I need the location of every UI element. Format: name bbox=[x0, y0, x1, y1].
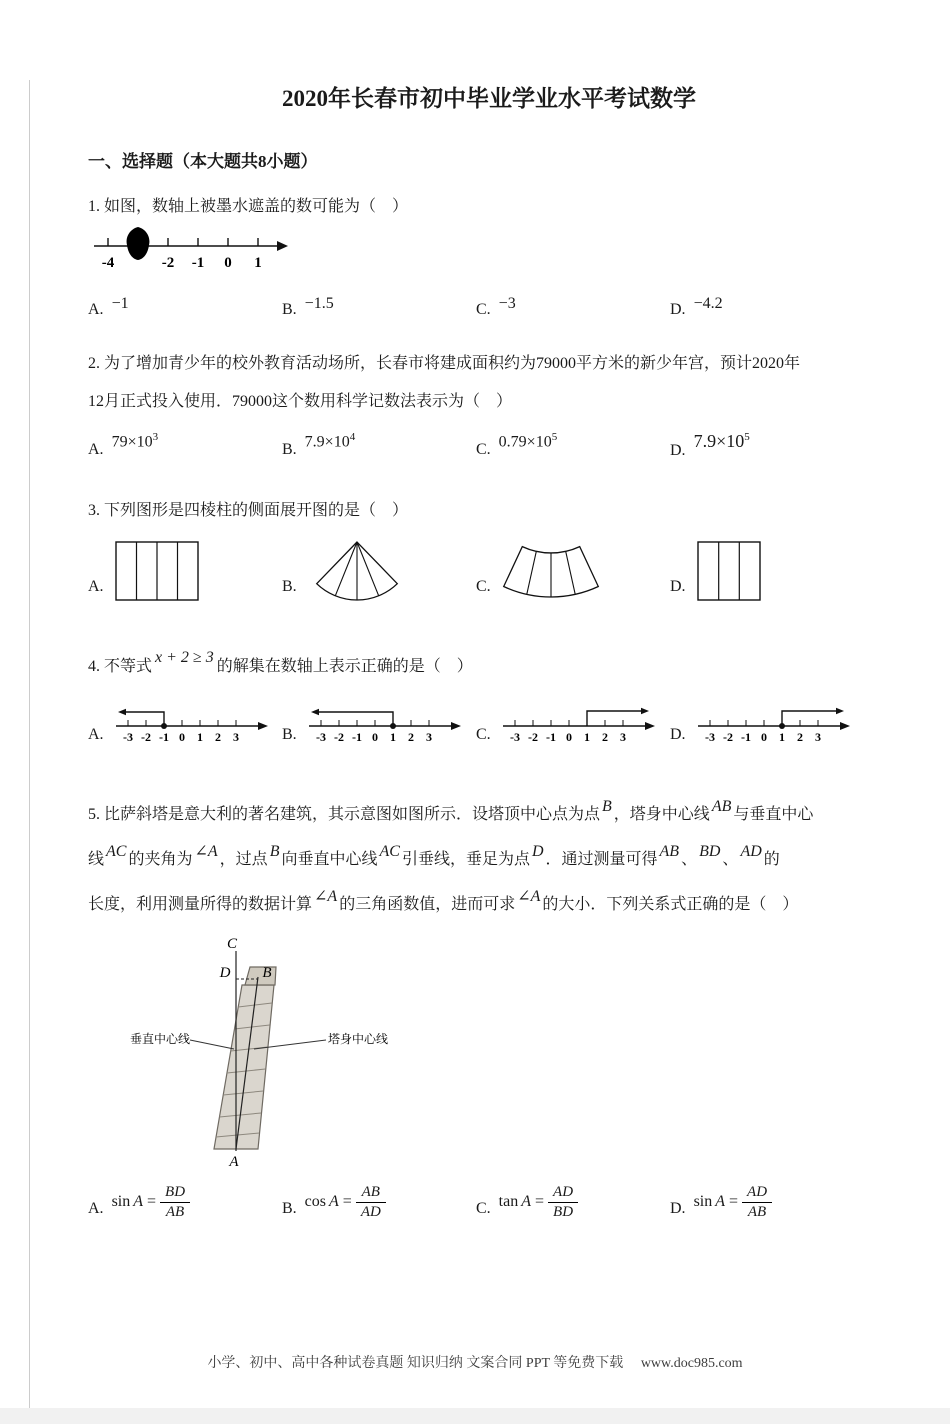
q5-option-d bbox=[670, 1184, 864, 1227]
sci-base: 0.79×10 bbox=[498, 433, 552, 451]
q1-option-c bbox=[476, 295, 670, 319]
sci-exponent: 5 bbox=[551, 431, 558, 443]
fraction-denominator: AD bbox=[360, 1204, 381, 1220]
q1-options-row bbox=[88, 295, 890, 319]
q2-option-c bbox=[476, 431, 670, 460]
sci-exponent: 3 bbox=[152, 431, 159, 443]
fraction-numerator: AB bbox=[356, 1184, 386, 1203]
option-value bbox=[694, 431, 750, 452]
section-heading: 一、选择题（本大题共8小题） bbox=[88, 152, 318, 171]
text-run: 、 bbox=[722, 851, 739, 868]
fraction-numerator: AD bbox=[742, 1184, 772, 1203]
q2-stem-line2: 12月正式投入使用．79000这个数用科学记数法表示为（ ） bbox=[88, 393, 513, 410]
page-bottom-edge bbox=[0, 1408, 950, 1424]
q2-option-a bbox=[88, 431, 282, 460]
trig-angle: A bbox=[521, 1193, 531, 1211]
option-value: −4.2 bbox=[693, 295, 723, 312]
fraction-denominator: AB bbox=[747, 1204, 767, 1220]
footer-url-link[interactable]: www.doc985.com bbox=[640, 1356, 743, 1371]
math-run: AD bbox=[740, 843, 762, 860]
option-label: D. bbox=[670, 726, 686, 743]
svg-text:-1: -1 bbox=[158, 730, 169, 744]
svg-text:2: 2 bbox=[214, 730, 221, 744]
sci-base: 7.9×10 bbox=[304, 433, 350, 451]
point-label-d: D bbox=[219, 965, 231, 981]
math-run: AB bbox=[659, 843, 680, 860]
q3-option-c bbox=[476, 536, 670, 604]
q2-option-b bbox=[282, 431, 476, 460]
fraction-denominator: BD bbox=[553, 1204, 574, 1220]
text-run: 长度，利用测量所得的数据计算 bbox=[88, 896, 313, 913]
q3-option-a bbox=[88, 536, 282, 604]
option-label: D. bbox=[670, 301, 686, 318]
option-label: C. bbox=[476, 726, 491, 743]
math-run: B bbox=[269, 843, 280, 860]
text-run: 与垂直中心 bbox=[733, 806, 814, 823]
tower-body bbox=[214, 985, 274, 1149]
point-label-a: A bbox=[229, 1154, 239, 1169]
curved-band-4-panels-shape bbox=[501, 540, 601, 604]
svg-text:-1: -1 bbox=[740, 730, 751, 744]
page-title: 2020年长春市初中毕业学业水平考试数学 bbox=[282, 86, 696, 111]
fraction-numerator: AD bbox=[548, 1184, 578, 1203]
fraction-numerator: BD bbox=[160, 1184, 190, 1203]
svg-text:3: 3 bbox=[619, 730, 626, 744]
option-value bbox=[694, 1184, 772, 1221]
text-run: 、 bbox=[681, 851, 698, 868]
sci-exponent: 4 bbox=[349, 431, 356, 443]
q4-stem-suffix: 的解集在数轴上表示正确的是（ ） bbox=[216, 658, 473, 675]
q1-option-a bbox=[88, 295, 282, 319]
svg-text:-3: -3 bbox=[509, 730, 520, 744]
fraction-denominator: AB bbox=[165, 1204, 185, 1220]
text-run: ，过点 bbox=[219, 851, 268, 868]
q5-stem-line3 bbox=[88, 882, 890, 927]
q5-stem-line2 bbox=[88, 837, 890, 882]
text-run: 的三角函数值，进而可求 bbox=[339, 896, 516, 913]
option-label: A. bbox=[88, 578, 104, 595]
math-run: B bbox=[602, 798, 612, 815]
option-label: B. bbox=[282, 726, 297, 743]
q3-option-d bbox=[670, 536, 864, 604]
svg-text:0: 0 bbox=[565, 730, 572, 744]
svg-text:2: 2 bbox=[601, 730, 608, 744]
svg-text:-2: -2 bbox=[333, 730, 344, 744]
text-run: 的大小．下列关系式正确的是（ ） bbox=[542, 896, 799, 913]
q2-options-row bbox=[88, 431, 890, 460]
q3-stem: 3. 下列图形是四棱柱的侧面展开图的是（ ） bbox=[88, 502, 409, 519]
option-label: B. bbox=[282, 1199, 297, 1217]
svg-text:-3: -3 bbox=[315, 730, 326, 744]
q4-options-row bbox=[88, 698, 890, 746]
svg-text:1: 1 bbox=[583, 730, 590, 744]
q4-option-d bbox=[670, 698, 864, 746]
q5-figure-tower bbox=[128, 937, 890, 1174]
fraction bbox=[548, 1184, 578, 1221]
trig-angle: A bbox=[715, 1193, 726, 1211]
leaning-tower-svg bbox=[128, 937, 390, 1169]
q5-stem-line1 bbox=[88, 792, 890, 837]
math-run: BD bbox=[699, 843, 721, 860]
ink-blob-icon bbox=[127, 227, 150, 260]
q4-stem bbox=[88, 649, 890, 678]
tick-label: -2 bbox=[161, 255, 175, 271]
svg-text:0: 0 bbox=[371, 730, 378, 744]
option-label: C. bbox=[476, 301, 491, 318]
svg-text:1: 1 bbox=[389, 730, 396, 744]
option-value bbox=[305, 431, 356, 451]
tick-label: 1 bbox=[254, 255, 262, 271]
option-value bbox=[112, 431, 159, 451]
option-label: A. bbox=[88, 726, 104, 743]
page-footer bbox=[0, 1352, 950, 1372]
q4-option-c bbox=[476, 698, 670, 746]
math-run: D bbox=[531, 843, 544, 860]
tick-label: -1 bbox=[191, 255, 205, 271]
option-value bbox=[499, 1184, 578, 1221]
svg-text:2: 2 bbox=[796, 730, 803, 744]
axis-arrow-right-icon bbox=[277, 241, 288, 251]
option-label: C. bbox=[476, 1199, 491, 1217]
svg-text:3: 3 bbox=[232, 730, 239, 744]
text-run: 向垂直中心线 bbox=[281, 851, 378, 868]
text-run: 5. 比萨斜塔是意大利的著名建筑，其示意图如图所示．设塔顶中心点为点 bbox=[88, 806, 601, 823]
fraction bbox=[356, 1184, 386, 1221]
label-tower-centre-line: 塔身中心线 bbox=[328, 1032, 389, 1046]
text-run: 的 bbox=[763, 851, 780, 868]
text-run: ．通过测量可得 bbox=[545, 851, 658, 868]
q2-stem-line1: 2. 为了增加青少年的校外教育活动场所，长春市将建成面积约为79000平方米的新少年宫，预计2020年 bbox=[88, 355, 801, 372]
numberline-ray-left-closed-1 bbox=[307, 698, 467, 746]
option-value: −1.5 bbox=[304, 295, 334, 312]
q5-options-row bbox=[88, 1184, 890, 1227]
svg-text:-2: -2 bbox=[722, 730, 733, 744]
math-run: ∠A bbox=[194, 843, 218, 860]
option-label: A. bbox=[88, 1199, 104, 1217]
svg-text:-1: -1 bbox=[545, 730, 556, 744]
q1-numberline-svg bbox=[92, 224, 302, 278]
numberline-ray-right-closed-1 bbox=[696, 698, 856, 746]
svg-text:-1: -1 bbox=[351, 730, 362, 744]
q4-option-a bbox=[88, 698, 282, 746]
q1-option-d bbox=[670, 295, 864, 319]
option-label: D. bbox=[670, 442, 686, 459]
q5-option-b bbox=[282, 1184, 476, 1227]
equals-sign: = bbox=[147, 1193, 157, 1211]
q1-stem: 1. 如图，数轴上被墨水遮盖的数可能为（ ） bbox=[88, 198, 409, 215]
tick-label: 0 bbox=[224, 255, 232, 271]
math-run: ∠A bbox=[314, 888, 338, 905]
option-value: −3 bbox=[498, 295, 516, 312]
q1-option-b bbox=[282, 295, 476, 319]
numberline-ray-right-open-1 bbox=[501, 698, 661, 746]
text-run: ，塔身中心线 bbox=[613, 806, 710, 823]
svg-text:-3: -3 bbox=[704, 730, 715, 744]
q4-inequality: x + 2 ≥ 3 bbox=[155, 649, 214, 666]
sci-exponent: 5 bbox=[744, 431, 750, 443]
svg-text:3: 3 bbox=[425, 730, 432, 744]
rect-4-panels-shape bbox=[114, 538, 204, 604]
rect-3-panels-shape bbox=[696, 538, 764, 604]
trig-func: sin bbox=[111, 1193, 131, 1211]
fan-4-sectors-shape bbox=[307, 536, 407, 604]
text-run: 线 bbox=[88, 851, 105, 868]
q4-option-b bbox=[282, 698, 476, 746]
option-label: D. bbox=[670, 1199, 686, 1217]
tick-label: -4 bbox=[101, 255, 115, 271]
q3-shapes-row bbox=[88, 536, 890, 604]
trig-angle: A bbox=[133, 1193, 144, 1211]
option-label: A. bbox=[88, 301, 104, 318]
math-run: AB bbox=[711, 798, 732, 815]
svg-text:3: 3 bbox=[814, 730, 821, 744]
svg-text:1: 1 bbox=[778, 730, 785, 744]
svg-text:1: 1 bbox=[196, 730, 203, 744]
option-value bbox=[305, 1184, 386, 1221]
trig-func: sin bbox=[693, 1193, 713, 1211]
numberline-ray-left-closed-minus1 bbox=[114, 698, 274, 746]
q5-stem bbox=[88, 792, 890, 927]
sci-base: 79×10 bbox=[111, 433, 153, 451]
option-value: −1 bbox=[111, 295, 129, 312]
trig-func: cos bbox=[304, 1193, 326, 1211]
q4-stem-prefix: 4. 不等式 bbox=[88, 658, 153, 675]
option-label: B. bbox=[282, 578, 297, 595]
option-label: C. bbox=[476, 578, 491, 595]
point-label-b: B bbox=[262, 965, 272, 981]
option-label: A. bbox=[88, 441, 104, 459]
svg-text:-3: -3 bbox=[122, 730, 133, 744]
equals-sign: = bbox=[342, 1193, 352, 1211]
svg-text:0: 0 bbox=[178, 730, 185, 744]
fraction bbox=[742, 1184, 772, 1221]
trig-angle: A bbox=[329, 1193, 339, 1211]
fraction bbox=[160, 1184, 190, 1221]
math-run: AC bbox=[379, 843, 400, 860]
q1-figure bbox=[92, 224, 890, 283]
math-run: AC bbox=[106, 843, 127, 860]
q3-option-b bbox=[282, 536, 476, 604]
option-value bbox=[112, 1184, 190, 1221]
svg-text:-2: -2 bbox=[140, 730, 151, 744]
math-run: ∠A bbox=[517, 888, 541, 905]
svg-text:-2: -2 bbox=[527, 730, 538, 744]
q2-option-d bbox=[670, 431, 864, 460]
q5-option-c bbox=[476, 1184, 670, 1227]
option-value bbox=[499, 431, 558, 451]
exam-page bbox=[0, 80, 950, 1227]
svg-text:2: 2 bbox=[407, 730, 414, 744]
point-label-c: C bbox=[226, 937, 238, 952]
text-run: 的夹角为 bbox=[128, 851, 193, 868]
trig-func: tan bbox=[498, 1193, 519, 1211]
equals-sign: = bbox=[729, 1193, 739, 1211]
label-vertical-centre-line: 垂直中心线 bbox=[130, 1032, 191, 1046]
option-label: D. bbox=[670, 578, 686, 595]
text-run: 引垂线，垂足为点 bbox=[401, 851, 530, 868]
option-label: C. bbox=[476, 441, 491, 459]
svg-text:0: 0 bbox=[760, 730, 767, 744]
q5-option-a bbox=[88, 1184, 282, 1227]
sci-base: 7.9×10 bbox=[693, 431, 745, 451]
footer-text: 小学、初中、高中各种试卷真题 知识归纳 文案合同 PPT 等免费下载 bbox=[207, 1356, 624, 1371]
equals-sign: = bbox=[535, 1193, 545, 1211]
option-label: B. bbox=[282, 441, 297, 459]
option-label: B. bbox=[282, 301, 297, 318]
